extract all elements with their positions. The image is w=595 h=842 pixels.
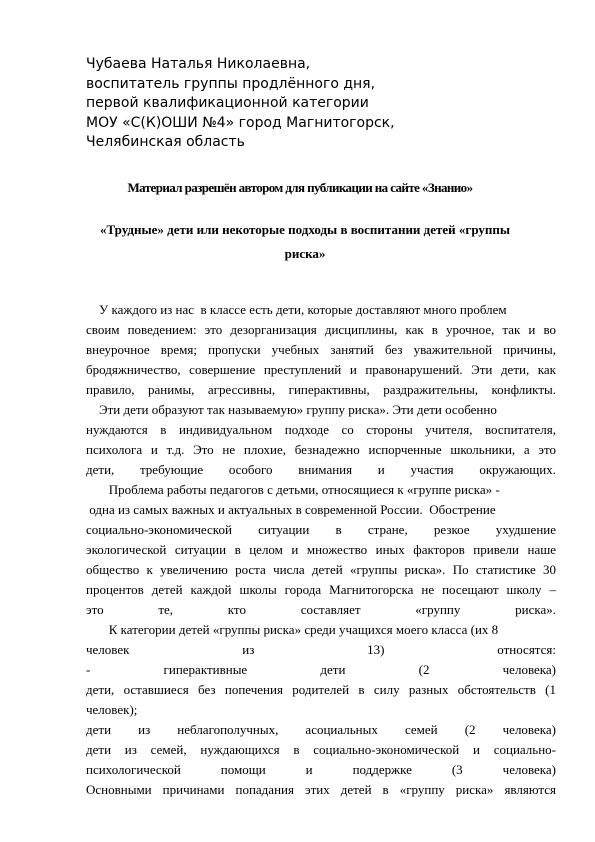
body-line: человек); bbox=[86, 702, 138, 717]
author-name: Чубаева Наталья Николаевна, bbox=[86, 56, 311, 72]
body-line: процентов детей каждой школы города Магнитогорска не посещают школу – bbox=[86, 582, 556, 597]
body-text bbox=[86, 300, 556, 800]
author-school: МОУ «С(К)ОШИ №4» город Магнитогорск, bbox=[86, 114, 395, 131]
body-line: У каждого из нас в классе есть дети, которые доставляют много проблем bbox=[86, 302, 507, 317]
body-line: психолога и т.д. Это не плохие, безнадежно испорченные школьники, а это bbox=[86, 442, 556, 457]
body-line: внеурочное время; пропуски учебных занятий без уважительной причины, bbox=[86, 342, 556, 357]
author-category: первой квалификационной категории bbox=[86, 95, 369, 111]
body-line: нуждаются в индивидуальном подходе со стороны учителя, воспитателя, bbox=[86, 422, 556, 437]
body-line: дети, оставшиеся без попечения родителей в силу разных обстоятельств (1 bbox=[86, 682, 556, 697]
title-line: риска» bbox=[284, 246, 326, 261]
body-line: бродяжничество, совершение преступлений и правонарушений. Эти дети, как bbox=[86, 362, 556, 377]
body-line: экологической ситуации в целом и множество иных факторов привели наше bbox=[86, 542, 556, 557]
body-line: Основными причинами попадания этих детей в «группу риска» являются bbox=[86, 782, 556, 797]
body-line: общество к увеличению роста числа детей «группы риска». По статистике 30 bbox=[86, 562, 556, 577]
body-line: К категории детей «группы риска» среди учащихся моего класса (их 8 bbox=[86, 622, 499, 637]
body-line: дети, требующие особого внимания и участия окружающих. bbox=[86, 462, 556, 477]
document-title bbox=[80, 218, 530, 266]
body-line: психологической помощи и поддержке (3 человека) bbox=[86, 762, 556, 777]
author-region: Челябинская область bbox=[86, 134, 245, 150]
author-position: воспитатель группы продлённого дня, bbox=[86, 75, 376, 92]
body-line: одна из самых важных и актуальных в современной России. Обострение bbox=[86, 502, 496, 517]
author-block bbox=[86, 55, 506, 153]
body-line: Эти дети образуют так называемую» группу риска». Эти дети особенно bbox=[86, 402, 497, 417]
body-line: - гиперактивные дети (2 человека) bbox=[86, 662, 556, 677]
body-line: человек из 13) относятся: bbox=[86, 642, 556, 657]
body-line: правило, ранимы, агрессивны, гиперактивны, раздражительны, конфликты. bbox=[86, 382, 556, 397]
publication-permission-note: Материал разрешён автором для публикации на сайте «Знанио» bbox=[127, 180, 473, 195]
body-line: дети из семей, нуждающихся в социально-экономической и социально- bbox=[86, 742, 556, 757]
body-line: дети из неблагополучных, асоциальных семей (2 человека) bbox=[86, 722, 556, 737]
body-line: это те, кто составляет «группу риска». bbox=[86, 602, 556, 617]
title-line: «Трудные» дети или некоторые подходы в воспитании детей «группы bbox=[99, 222, 511, 237]
body-line: своим поведением: это дезорганизация дисциплины, как в урочное, так и во bbox=[86, 322, 556, 337]
body-line: социально-экономической ситуации в стране, резкое ухудшение bbox=[86, 522, 556, 537]
body-line: Проблема работы педагогов с детьми, относящиеся к «группе риска» - bbox=[86, 482, 500, 497]
